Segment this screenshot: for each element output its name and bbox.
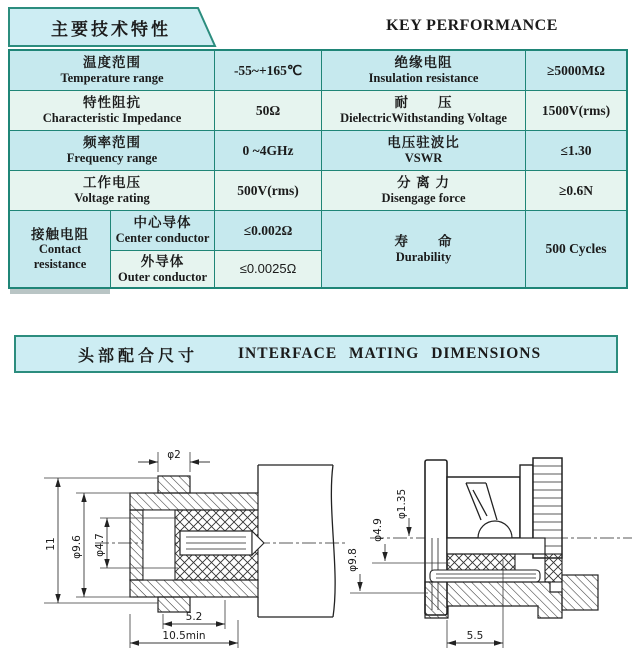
bayonet-sleeve (447, 477, 520, 538)
dim-label: φ1.35 (396, 488, 408, 520)
value-frequency-range: 0 ~4GHz (215, 131, 322, 171)
dim-label: 5.5 (466, 630, 484, 642)
spec-insulation-resistance: 绝缘电阻 Insulation resistance (322, 51, 526, 91)
center-contact (180, 531, 264, 555)
plug-body (425, 538, 598, 618)
label-zh: 温度范围 (83, 55, 141, 71)
bulkhead-panel (258, 465, 335, 617)
value-durability: 500 Cycles (526, 211, 626, 287)
spec-table (8, 49, 628, 289)
spec-contact-resistance: 接触电阻 Contact resistance (10, 211, 111, 287)
dim-label: φ4.9 (372, 518, 384, 542)
table-shadow (10, 289, 110, 294)
plug-cross-section-drawing (347, 458, 632, 648)
mating-dimension-drawings (0, 420, 636, 659)
spec-temperature-range (10, 51, 215, 91)
section-title-zh: 主要技术特性 (51, 19, 171, 39)
dim-body-diameter (347, 548, 428, 593)
spec-vswr: 电压驻波比 VSWR (322, 131, 526, 171)
dim-label: φ9.8 (347, 548, 359, 572)
dim-label: φ9.6 (71, 535, 83, 559)
spec-dielectric-withstanding-voltage: 耐 压 DielectricWithstanding Voltage (322, 91, 526, 131)
jack-cross-section-drawing (44, 449, 345, 648)
spec-outer-conductor: 外导体 Outer conductor (111, 251, 215, 287)
value-dielectric-withstanding-voltage: 1500V(rms) (526, 91, 626, 131)
dim-key-width (138, 449, 210, 472)
value-temperature-range: -55~+165℃ (215, 51, 322, 91)
label-en: Temperature range (60, 71, 164, 86)
spec-durability: 寿 命 Durability (322, 211, 526, 287)
value-disengage-force: ≥0.6N (526, 171, 626, 211)
value-vswr: ≤1.30 (526, 131, 626, 171)
spec-frequency-range: 频率范围 Frequency range (10, 131, 215, 171)
value-characteristic-impedance: 50Ω (215, 91, 322, 131)
dim-label: 10.5min (162, 630, 206, 642)
dim-label: φ4.7 (94, 533, 106, 557)
dim-pin-diameter (396, 489, 409, 536)
section2-title-en: INTERFACE MATING DIMENSIONS (238, 345, 542, 362)
spec-center-conductor: 中心导体 Center conductor (111, 211, 215, 251)
dim-10-5-min (130, 614, 238, 648)
value-outer-conductor: ≤0.0025Ω (215, 251, 322, 287)
spec-disengage-force: 分 离 力 Disengage force (322, 171, 526, 211)
key-performance-banner (8, 6, 220, 48)
value-voltage-rating: 500V(rms) (215, 171, 322, 211)
spec-characteristic-impedance: 特性阻抗 Characteristic Impedance (10, 91, 215, 131)
spec-voltage-rating: 工作电压 Voltage rating (10, 171, 215, 211)
dim-label: φ2 (167, 449, 181, 461)
value-insulation-resistance: ≥5000MΩ (526, 51, 626, 91)
section2-title-zh: 头部配合尺寸 (78, 347, 199, 365)
interface-mating-dimensions-banner (14, 335, 618, 373)
value-center-conductor: ≤0.002Ω (215, 211, 322, 251)
dim-label: 11 (45, 537, 57, 551)
socket-cavity (143, 510, 175, 580)
section-title-en: KEY PERFORMANCE (386, 17, 558, 34)
dim-label: 5.2 (185, 611, 203, 623)
